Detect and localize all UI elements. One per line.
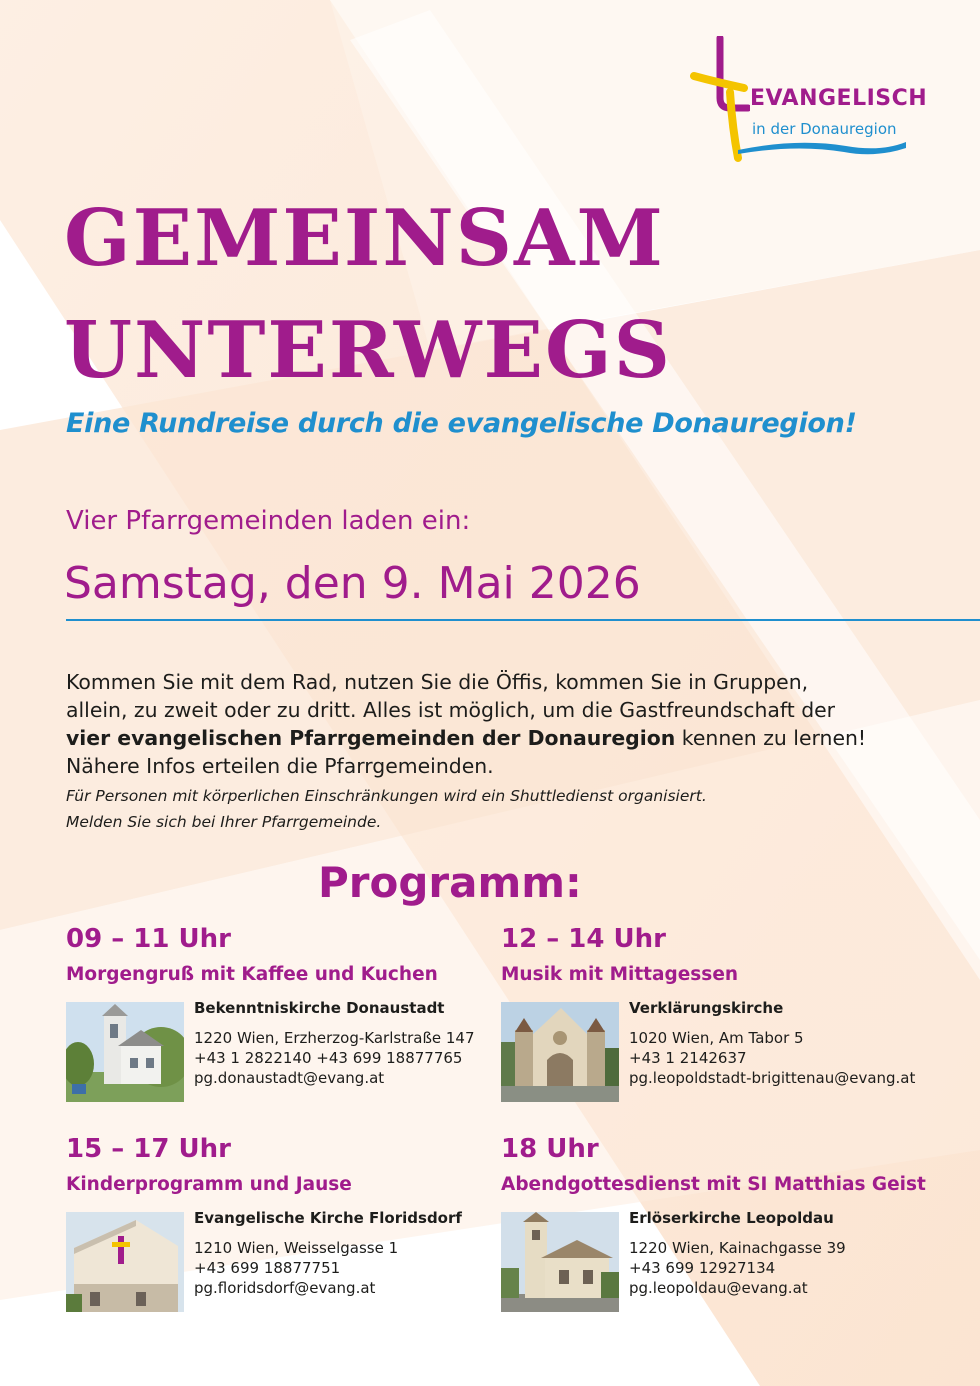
- church-card: [501, 998, 941, 1102]
- church-card: [501, 1208, 941, 1312]
- intro-paragraph: [66, 668, 926, 780]
- logo-subtitle: in der Donauregion: [752, 120, 897, 138]
- church-logo: [690, 36, 928, 166]
- program-slot: [66, 1134, 506, 1312]
- church-photo: [66, 1212, 184, 1312]
- intro-line-3: [66, 724, 926, 752]
- church-photo: [501, 1002, 619, 1102]
- church-address: 1220 Wien, Kainachgasse 39: [629, 1239, 846, 1257]
- church-email[interactable]: pg.donaustadt@evang.at: [194, 1069, 385, 1087]
- church-email[interactable]: pg.leopoldau@evang.at: [629, 1279, 808, 1297]
- church-name: Bekenntniskirche Donaustadt: [194, 999, 445, 1017]
- intro-line-3-rest: kennen zu lernen!: [675, 726, 867, 750]
- slot-activity: Kinderprogramm und Jause: [66, 1174, 352, 1195]
- wave-icon: [736, 136, 908, 160]
- event-date: Samstag, den 9. Mai 2026: [64, 558, 641, 609]
- slot-activity: Musik mit Mittagessen: [501, 964, 739, 985]
- slot-activity: Morgengruß mit Kaffee und Kuchen: [66, 964, 438, 985]
- divider-line: [66, 619, 980, 621]
- program-title: Programm:: [318, 858, 582, 907]
- church-info: [194, 1208, 462, 1298]
- slot-time: 18 Uhr: [501, 1134, 599, 1164]
- intro-line-4: Nähere Infos erteilen die Pfarrgemeinden.: [66, 754, 494, 778]
- church-photo: [66, 1002, 184, 1102]
- church-phone: +43 699 18877751: [194, 1259, 341, 1277]
- intro-line-2: allein, zu zweit oder zu dritt. Alles ist möglich, um die Gastfreundschaft der: [66, 698, 836, 722]
- church-phone: +43 1 2142637: [629, 1049, 747, 1067]
- program-slot: [501, 924, 941, 1102]
- slot-time: 15 – 17 Uhr: [66, 1134, 231, 1164]
- subtitle: Eine Rundreise durch die evangelische Donauregion!: [66, 408, 857, 439]
- headline-line-1: GEMEINSAM: [64, 193, 665, 284]
- church-card: [66, 998, 506, 1102]
- program-slot: [66, 924, 506, 1102]
- church-email[interactable]: pg.leopoldstadt-brigittenau@evang.at: [629, 1069, 916, 1087]
- church-email[interactable]: pg.floridsdorf@evang.at: [194, 1279, 376, 1297]
- church-name: Verklärungskirche: [629, 999, 784, 1017]
- invitation-text: Vier Pfarrgemeinden laden ein:: [66, 506, 471, 536]
- shuttle-note: Für Personen mit körperlichen Einschränkungen wird ein Shuttledienst organisiert.: [66, 787, 707, 805]
- church-phone: +43 699 12927134: [629, 1259, 776, 1277]
- church-address: 1220 Wien, Erzherzog-Karlstraße 147: [194, 1029, 475, 1047]
- church-name: Evangelische Kirche Floridsdorf: [194, 1209, 462, 1227]
- church-info: [194, 998, 475, 1088]
- intro-line-1: Kommen Sie mit dem Rad, nutzen Sie die Öffis, kommen Sie in Gruppen,: [66, 670, 809, 694]
- church-photo: [501, 1212, 619, 1312]
- church-card: [66, 1208, 506, 1312]
- slot-activity: Abendgottesdienst mit SI Matthias Geist: [501, 1174, 926, 1195]
- program-slot: [501, 1134, 941, 1312]
- logo-title: EVANGELISCH: [750, 86, 928, 111]
- church-name: Erlöserkirche Leopoldau: [629, 1209, 834, 1227]
- church-phone: +43 1 2822140 +43 699 18877765: [194, 1049, 463, 1067]
- church-info: [629, 998, 915, 1088]
- slot-time: 12 – 14 Uhr: [501, 924, 666, 954]
- contact-note: Melden Sie sich bei Ihrer Pfarrgemeinde.: [66, 813, 382, 831]
- church-address: 1210 Wien, Weisselgasse 1: [194, 1239, 399, 1257]
- headline-line-2: UNTERWEGS: [64, 305, 672, 396]
- church-info: [629, 1208, 846, 1298]
- church-address: 1020 Wien, Am Tabor 5: [629, 1029, 804, 1047]
- slot-time: 09 – 11 Uhr: [66, 924, 231, 954]
- intro-bold-text: vier evangelischen Pfarrgemeinden der Donauregion: [66, 726, 676, 750]
